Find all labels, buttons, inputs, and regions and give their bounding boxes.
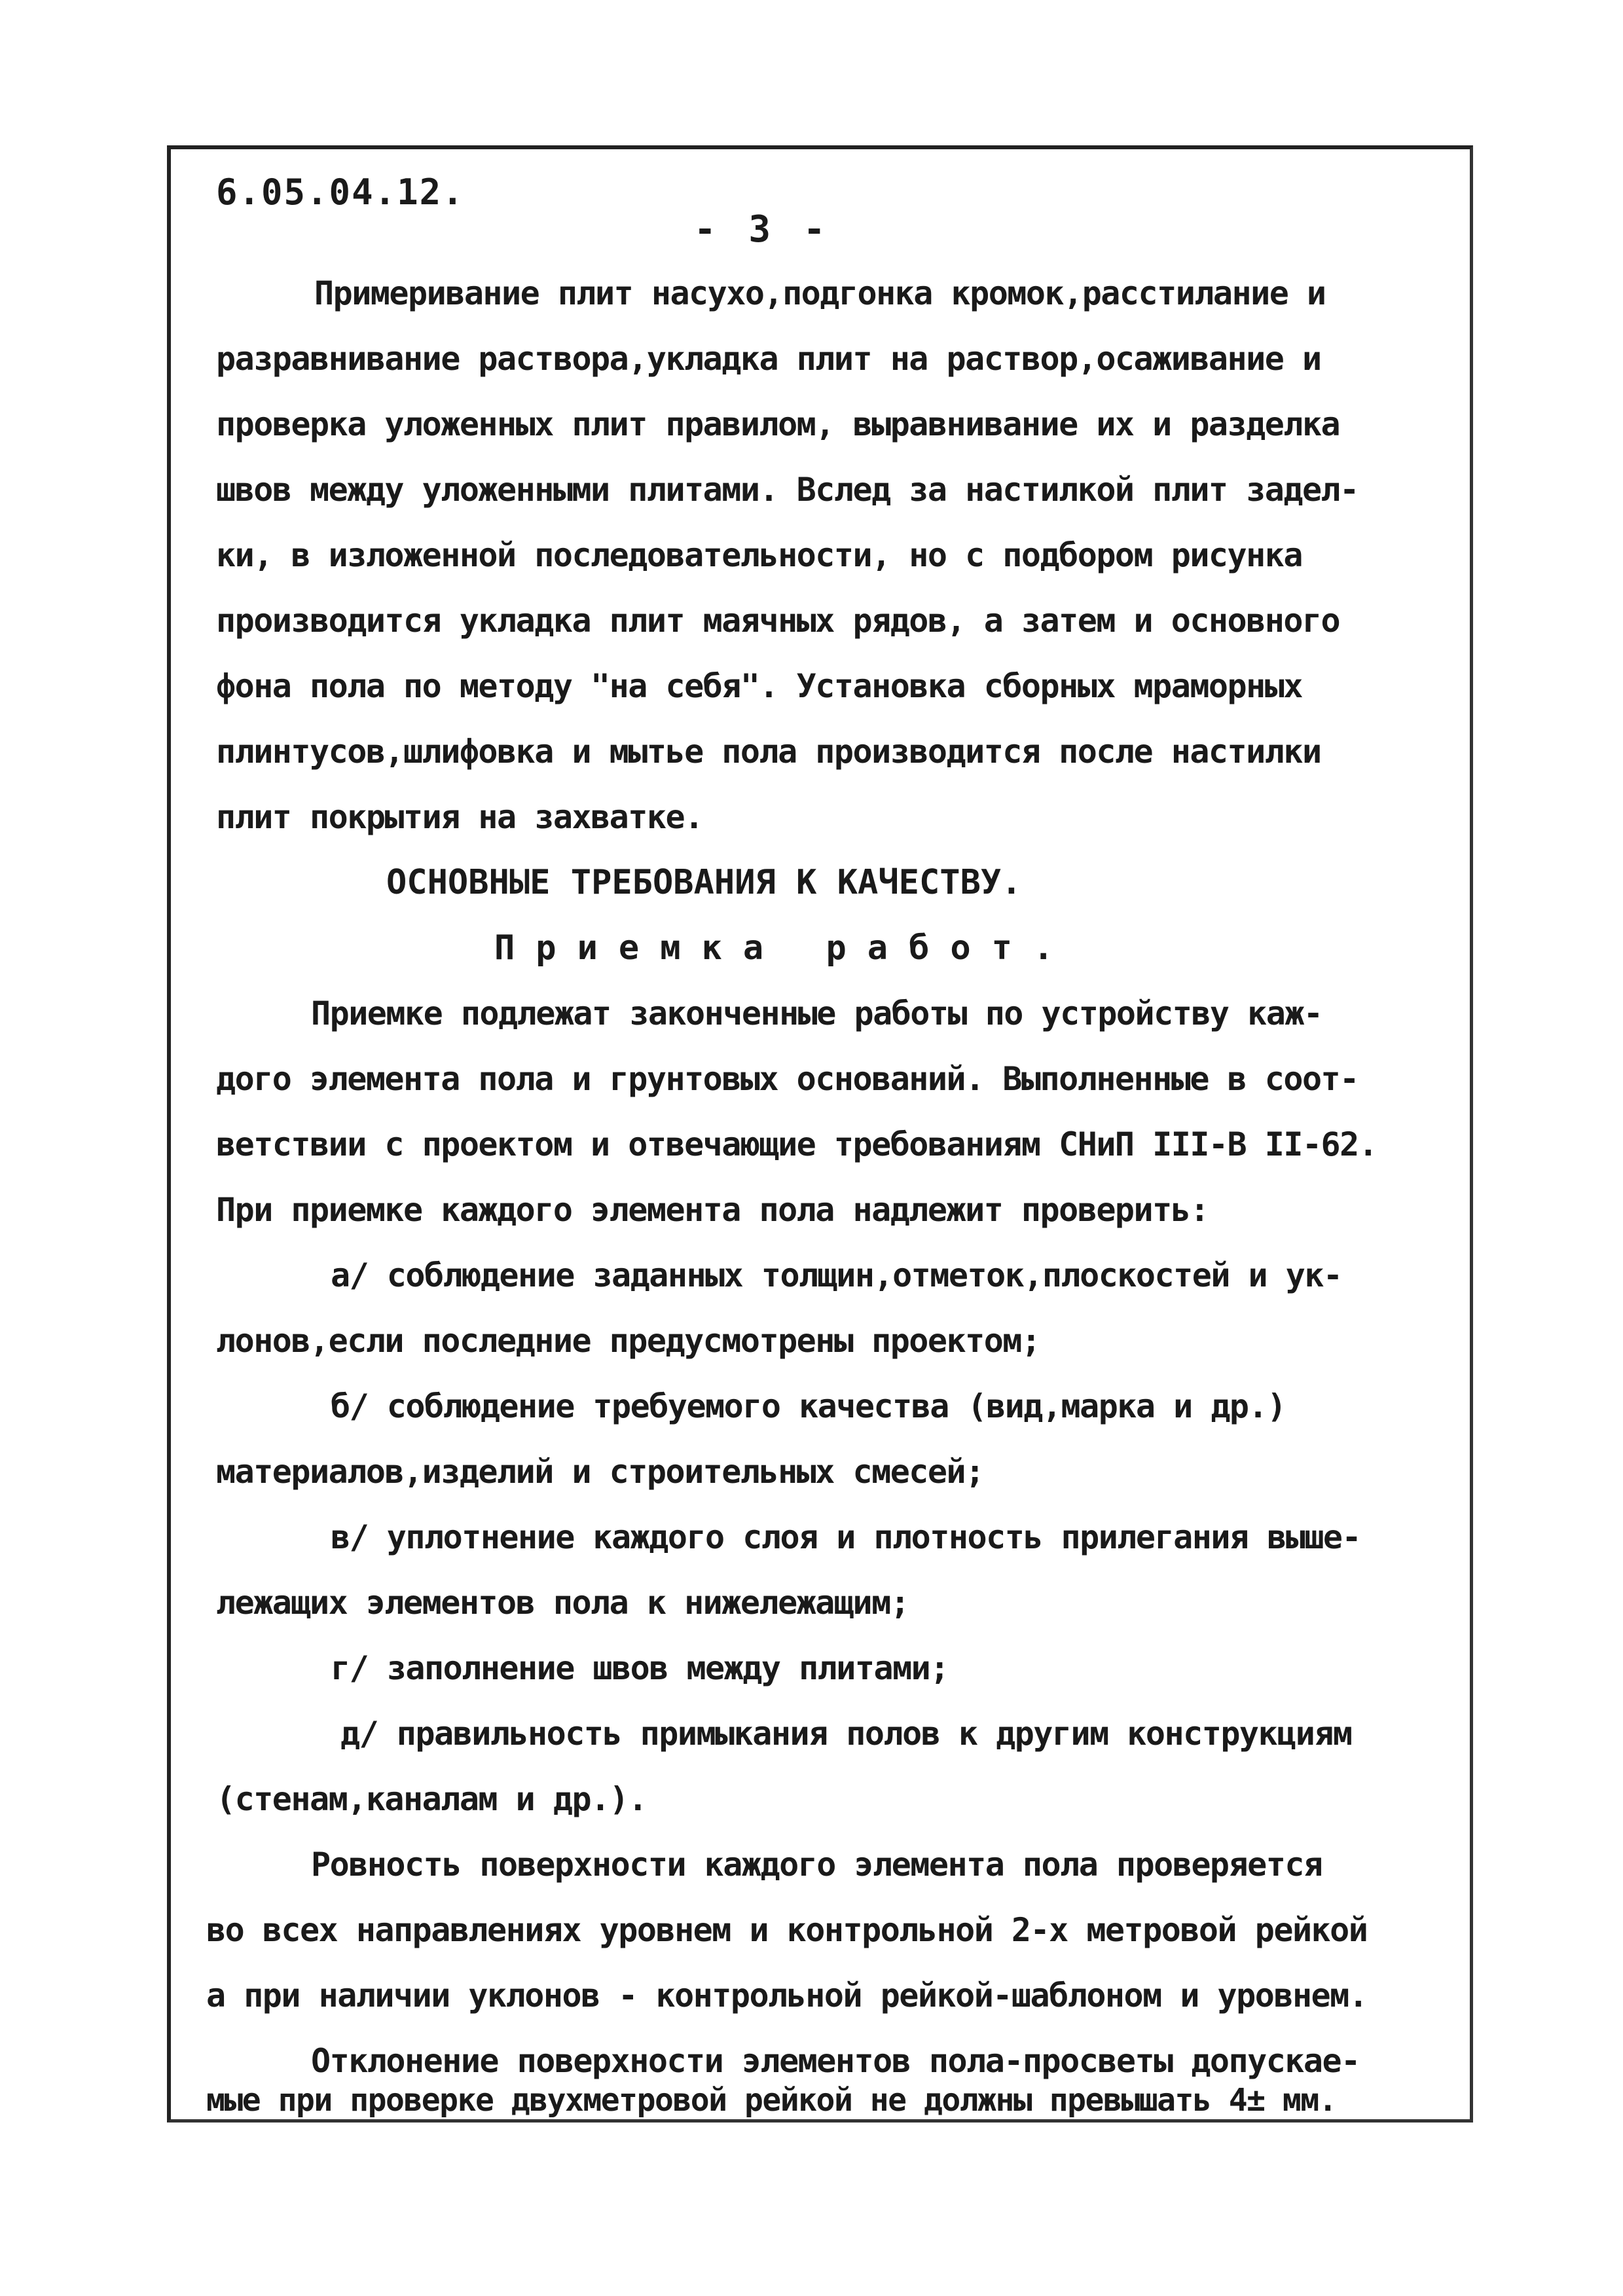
paragraph4-line-1: Отклонение поверхности элементов пола-просветы допускае- xyxy=(311,2042,1360,2080)
list-item-b-line-1: б/ соблюдение требуемого качества (вид,марка и др.) xyxy=(331,1387,1286,1425)
list-item-a-line-2: лонов,если последние предусмотрены проектом; xyxy=(216,1322,1040,1360)
list-item-a-line-1: а/ соблюдение заданных толщин,отметок,плоскостей и ук- xyxy=(331,1256,1342,1294)
paragraph3-line-3: а при наличии уклонов - контрольной рейкой-шаблоном и уровнем. xyxy=(206,1977,1368,2014)
paragraph1-line-1: Примеривание плит насухо,подгонка кромок,расстилание и xyxy=(314,274,1326,312)
paragraph3-line-2: во всех направлениях уровнем и контрольной 2-х метровой рейкой xyxy=(206,1911,1368,1949)
paragraph4-line-2: мые при проверке двухметровой рейкой не должны превышать 4± мм. xyxy=(206,2082,1337,2119)
list-item-v-line-1: в/ уплотнение каждого слоя и плотность прилегания выше- xyxy=(331,1518,1361,1556)
paragraph2-line-4: При приемке каждого элемента пола надлежит проверить: xyxy=(216,1191,1209,1229)
paragraph1-line-7: фона пола по методу "на себя". Установка сборных мраморных xyxy=(216,667,1302,705)
paragraph2-line-1: Приемке подлежат законченные работы по устройству каж- xyxy=(311,994,1322,1032)
paragraph1-line-8: плинтусов,шлифовка и мытье пола производится после настилки xyxy=(216,733,1321,771)
list-item-g: г/ заполнение швов между плитами; xyxy=(331,1649,949,1687)
paragraph1-line-3: проверка уложенных плит правилом, выравнивание их и разделка xyxy=(216,405,1340,443)
list-item-d-line-2: (стенам,каналам и др.). xyxy=(216,1780,647,1818)
paragraph2-line-2: дого элемента пола и грунтовых оснований. Выполненные в соот- xyxy=(216,1060,1359,1098)
paragraph2-line-3: ветствии с проектом и отвечающие требованиям СНиП III-В II-62. xyxy=(216,1125,1377,1163)
paragraph1-line-5: ки, в изложенной последовательности, но с подбором рисунка xyxy=(216,536,1302,574)
list-item-b-line-2: материалов,изделий и строительных смесей; xyxy=(216,1453,984,1491)
heading-quality-requirements: ОСНОВНЫЕ ТРЕБОВАНИЯ К КАЧЕСТВУ. xyxy=(386,863,1022,902)
paragraph3-line-1: Ровность поверхности каждого элемента пола проверяется xyxy=(311,1846,1322,1884)
paragraph1-line-9: плит покрытия на захватке. xyxy=(216,798,703,836)
paragraph1-line-4: швов между уложенными плитами. Вслед за настилкой плит задел- xyxy=(216,471,1359,509)
list-item-v-line-2: лежащих элементов пола к нижележащим; xyxy=(216,1584,909,1622)
document-number: 6.05.04.12. xyxy=(216,172,465,213)
heading-acceptance: Приемка работ. xyxy=(494,928,1075,968)
page-number: - 3 - xyxy=(694,208,831,251)
paragraph1-line-2: разравнивание раствора,укладка плит на раствор,осаживание и xyxy=(216,340,1321,378)
paragraph1-line-6: производится укладка плит маячных рядов, а затем и основного xyxy=(216,602,1340,640)
list-item-d-line-1: д/ правильность примыкания полов к другим конструкциям xyxy=(340,1715,1352,1753)
